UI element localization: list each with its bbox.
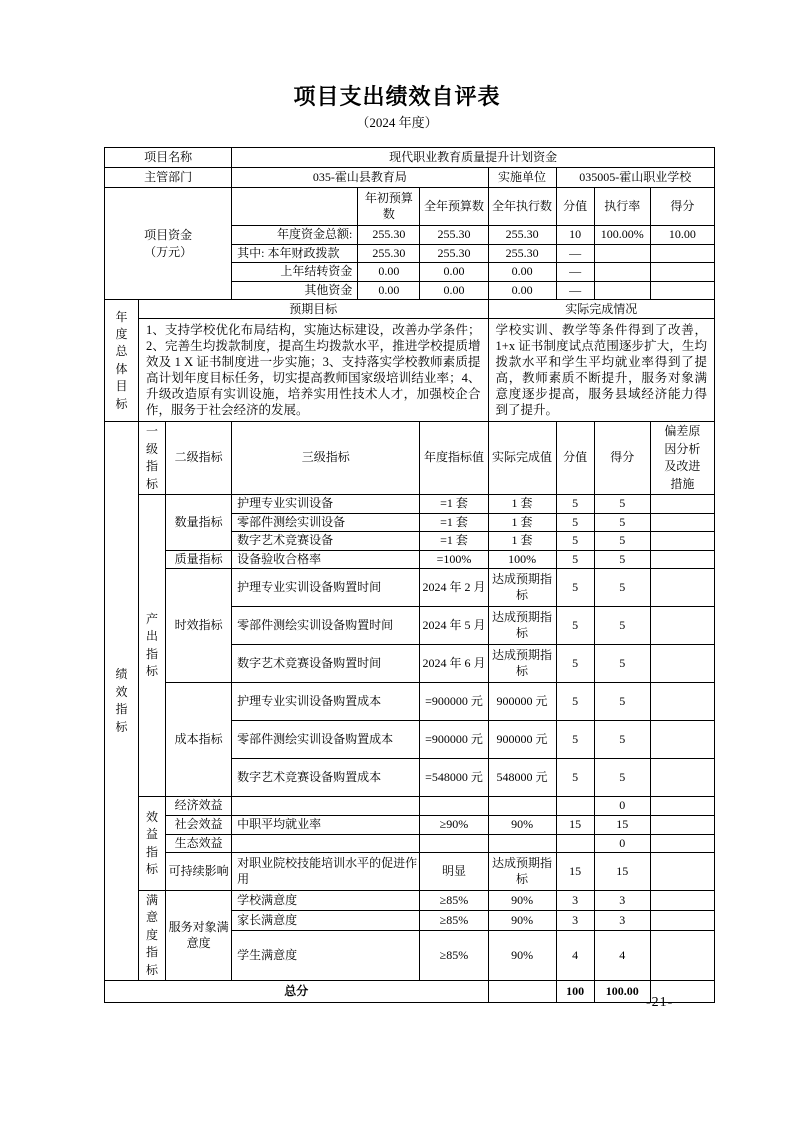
ind-row9-l3: 数字艺术竞赛设备购置成本 xyxy=(232,759,420,797)
ind-row3-actual: 100% xyxy=(488,550,556,569)
header-deviation-text: 偏差原因分析及改进措施 xyxy=(664,424,701,491)
ind-row15-target: ≥85% xyxy=(420,911,488,931)
ind-row13-points: 15 xyxy=(594,853,650,891)
ind-row10-score xyxy=(556,797,594,816)
ind-row14-score: 3 xyxy=(556,891,594,911)
ind-row15-deviation xyxy=(650,911,714,931)
l1-satisfaction xyxy=(139,891,166,981)
l2-quality: 质量指标 xyxy=(166,550,232,569)
ind-row4-points: 5 xyxy=(594,569,650,607)
ind-row11-deviation xyxy=(650,815,714,834)
performance-section-label xyxy=(105,422,139,981)
funding-section-label xyxy=(105,188,232,300)
funding-row1-executed: 255.30 xyxy=(488,244,556,263)
ind-row5-target: 2024 年 5 月 xyxy=(420,607,488,645)
ind-row6-l3: 数字艺术竞赛设备购置时间 xyxy=(232,645,420,683)
ind-row13-l3: 对职业院校技能培训水平的促进作用 xyxy=(232,853,420,891)
ind-row13-target: 明显 xyxy=(420,853,488,891)
funding-row1-rate xyxy=(594,244,650,263)
l2-service-satisfaction: 服务对象满意度 xyxy=(166,891,232,981)
ind-row1-deviation xyxy=(650,513,714,532)
l2-economic: 经济效益 xyxy=(166,797,232,816)
ind-row3-points: 5 xyxy=(594,550,650,569)
funding-label-line2: （万元） xyxy=(144,244,193,259)
funding-row2-initial: 0.00 xyxy=(358,263,420,282)
ind-row14-points: 3 xyxy=(594,891,650,911)
ind-row9-deviation xyxy=(650,759,714,797)
ind-row16-deviation xyxy=(650,931,714,981)
ind-row6-deviation xyxy=(650,645,714,683)
ind-row14-actual: 90% xyxy=(488,891,556,911)
ind-row9-actual: 548000 元 xyxy=(488,759,556,797)
ind-row12-score xyxy=(556,834,594,853)
ind-row10-actual xyxy=(488,797,556,816)
total-points: 100.00 xyxy=(594,981,650,1003)
ind-row0-target: =1 套 xyxy=(420,494,488,513)
funding-row3-score: — xyxy=(556,281,594,300)
ind-row2-score: 5 xyxy=(556,532,594,551)
header-score: 分值 xyxy=(556,422,594,495)
ind-row0-l3: 护理专业实训设备 xyxy=(232,494,420,513)
ind-row5-score: 5 xyxy=(556,607,594,645)
ind-row13-score: 15 xyxy=(556,853,594,891)
ind-row3-target: =100% xyxy=(420,550,488,569)
header-annual-value: 年度指标值 xyxy=(420,422,488,495)
l1-output xyxy=(139,494,166,796)
ind-row6-score: 5 xyxy=(556,645,594,683)
ind-row15-l3: 家长满意度 xyxy=(232,911,420,931)
ind-row3-score: 5 xyxy=(556,550,594,569)
actual-completion-text: 学校实训、教学等条件得到了改善，1+x 证书制度试点范围逐步扩大，生均拨款水平和学生平均就业率得到了提高，教师素质不断提升，服务对象满意度逐步提高，服务县域经济能力得到了提升。 xyxy=(488,319,714,422)
l2-social: 社会效益 xyxy=(166,815,232,834)
funding-row2-annual: 0.00 xyxy=(420,263,488,282)
header-l3: 三级指标 xyxy=(232,422,420,495)
funding-row3-initial: 0.00 xyxy=(358,281,420,300)
funding-header-annual: 全年预算数 xyxy=(420,188,488,226)
funding-row1-label: 其中: 本年财政拨款 xyxy=(232,244,358,263)
header-l1 xyxy=(139,422,166,495)
funding-row3-rate xyxy=(594,281,650,300)
ind-row2-target: =1 套 xyxy=(420,532,488,551)
l2-sustainable: 可持续影响 xyxy=(166,853,232,891)
ind-row2-actual: 1 套 xyxy=(488,532,556,551)
header-actual-value: 实际完成值 xyxy=(488,422,556,495)
ind-row16-score: 4 xyxy=(556,931,594,981)
ind-row1-score: 5 xyxy=(556,513,594,532)
funding-row2-label: 上年结转资金 xyxy=(232,263,358,282)
header-l1-text: 一级指标 xyxy=(146,424,159,491)
page-title: 项目支出绩效自评表 xyxy=(293,84,501,109)
ind-row14-deviation xyxy=(650,891,714,911)
ind-row4-deviation xyxy=(650,569,714,607)
l2-cost: 成本指标 xyxy=(166,683,232,797)
annual-goal-vertical-text: 年度总体目标 xyxy=(115,309,128,411)
ind-row0-score: 5 xyxy=(556,494,594,513)
funding-row2-score: — xyxy=(556,263,594,282)
funding-row3-annual: 0.00 xyxy=(420,281,488,300)
header-l2: 二级指标 xyxy=(166,422,232,495)
evaluation-table xyxy=(104,147,715,1003)
funding-row1-score: — xyxy=(556,244,594,263)
l1-output-text: 产出指标 xyxy=(146,611,159,679)
ind-row6-target: 2024 年 6 月 xyxy=(420,645,488,683)
unit-value: 035005-霍山职业学校 xyxy=(556,168,714,188)
ind-row8-deviation xyxy=(650,721,714,759)
page-number: -21- xyxy=(646,995,674,1010)
ind-row1-target: =1 套 xyxy=(420,513,488,532)
ind-row0-deviation xyxy=(650,494,714,513)
funding-header-rate: 执行率 xyxy=(594,188,650,226)
l2-quantity: 数量指标 xyxy=(166,494,232,550)
funding-row0-score: 10 xyxy=(556,226,594,245)
ind-row7-target: =900000 元 xyxy=(420,683,488,721)
ind-row4-score: 5 xyxy=(556,569,594,607)
l1-benefit-text: 效益指标 xyxy=(146,809,159,877)
ind-row14-target: ≥85% xyxy=(420,891,488,911)
ind-row13-actual: 达成预期指标 xyxy=(488,853,556,891)
ind-row0-actual: 1 套 xyxy=(488,494,556,513)
funding-header-score: 分值 xyxy=(556,188,594,226)
header-points: 得分 xyxy=(594,422,650,495)
header-deviation xyxy=(650,422,714,495)
ind-row7-score: 5 xyxy=(556,683,594,721)
ind-row15-points: 3 xyxy=(594,911,650,931)
ind-row8-score: 5 xyxy=(556,721,594,759)
ind-row4-l3: 护理专业实训设备购置时间 xyxy=(232,569,420,607)
funding-row3-executed: 0.00 xyxy=(488,281,556,300)
funding-row0-label: 年度资金总额: xyxy=(232,226,358,245)
ind-row9-target: =548000 元 xyxy=(420,759,488,797)
ind-row2-points: 5 xyxy=(594,532,650,551)
ind-row3-l3: 设备验收合格率 xyxy=(232,550,420,569)
ind-row2-deviation xyxy=(650,532,714,551)
funding-row2-executed: 0.00 xyxy=(488,263,556,282)
ind-row9-points: 5 xyxy=(594,759,650,797)
ind-row15-actual: 90% xyxy=(488,911,556,931)
ind-row8-actual: 900000 元 xyxy=(488,721,556,759)
funding-row3-points xyxy=(650,281,714,300)
performance-vertical-text: 绩效指标 xyxy=(115,667,128,734)
funding-row2-rate xyxy=(594,263,650,282)
l1-benefit xyxy=(139,797,166,891)
ind-row3-deviation xyxy=(650,550,714,569)
annual-goal-section-label xyxy=(105,300,139,422)
ind-row8-target: =900000 元 xyxy=(420,721,488,759)
funding-row2-points xyxy=(650,263,714,282)
ind-row5-deviation xyxy=(650,607,714,645)
ind-row16-actual: 90% xyxy=(488,931,556,981)
total-score: 100 xyxy=(556,981,594,1003)
ind-row7-actual: 900000 元 xyxy=(488,683,556,721)
ind-row11-score: 15 xyxy=(556,815,594,834)
ind-row11-points: 15 xyxy=(594,815,650,834)
ind-row10-points: 0 xyxy=(594,797,650,816)
ind-row11-l3: 中职平均就业率 xyxy=(232,815,420,834)
ind-row1-points: 5 xyxy=(594,513,650,532)
ind-row12-deviation xyxy=(650,834,714,853)
ind-row14-l3: 学校满意度 xyxy=(232,891,420,911)
l2-timeliness: 时效指标 xyxy=(166,569,232,683)
unit-label: 实施单位 xyxy=(488,168,556,188)
funding-row3-label: 其他资金 xyxy=(232,281,358,300)
funding-row1-points xyxy=(650,244,714,263)
funding-label-line1: 项目资金 xyxy=(144,227,193,242)
total-label: 总分 xyxy=(105,981,489,1003)
funding-header-executed: 全年执行数 xyxy=(488,188,556,226)
ind-row8-points: 5 xyxy=(594,721,650,759)
l2-ecological: 生态效益 xyxy=(166,834,232,853)
ind-row12-actual xyxy=(488,834,556,853)
ind-row5-points: 5 xyxy=(594,607,650,645)
ind-row7-points: 5 xyxy=(594,683,650,721)
funding-row0-rate: 100.00% xyxy=(594,226,650,245)
ind-row5-l3: 零部件测绘实训设备购置时间 xyxy=(232,607,420,645)
funding-header-initial: 年初预算数 xyxy=(358,188,420,226)
funding-row1-initial: 255.30 xyxy=(358,244,420,263)
ind-row0-points: 5 xyxy=(594,494,650,513)
funding-row0-points: 10.00 xyxy=(650,226,714,245)
ind-row12-points: 0 xyxy=(594,834,650,853)
ind-row10-deviation xyxy=(650,797,714,816)
ind-row15-score: 3 xyxy=(556,911,594,931)
ind-row1-actual: 1 套 xyxy=(488,513,556,532)
page-subtitle: （2024 年度） xyxy=(356,115,438,130)
expected-goal-header: 预期目标 xyxy=(139,300,488,319)
ind-row10-target xyxy=(420,797,488,816)
dept-value: 035-霍山县教育局 xyxy=(232,168,488,188)
funding-row1-annual: 255.30 xyxy=(420,244,488,263)
ind-row6-actual: 达成预期指标 xyxy=(488,645,556,683)
ind-row7-deviation xyxy=(650,683,714,721)
ind-row4-target: 2024 年 2 月 xyxy=(420,569,488,607)
funding-row0-executed: 255.30 xyxy=(488,226,556,245)
ind-row2-l3: 数字艺术竞赛设备 xyxy=(232,532,420,551)
funding-row0-initial: 255.30 xyxy=(358,226,420,245)
funding-header-points: 得分 xyxy=(650,188,714,226)
ind-row1-l3: 零部件测绘实训设备 xyxy=(232,513,420,532)
project-name-label: 项目名称 xyxy=(105,148,232,168)
dept-label: 主管部门 xyxy=(105,168,232,188)
l1-satisfaction-text: 满意度指标 xyxy=(146,893,159,977)
expected-goal-text: 1、支持学校优化布局结构，实施达标建设，改善办学条件；2、完善生均拨款制度，提高生均拨款水平，推进学校提质增效及 1 X 证书制度进一步实施；3、支持落实学校教师素质提高计划年度目标任务，切实提高教师国家级培训结业率；4、升级改造原有实训设施，培养实用性技术人才，加强校企合作，服务于社会经济的发展。 xyxy=(139,319,488,422)
total-actual xyxy=(488,981,556,1003)
ind-row11-actual: 90% xyxy=(488,815,556,834)
ind-row7-l3: 护理专业实训设备购置成本 xyxy=(232,683,420,721)
ind-row16-points: 4 xyxy=(594,931,650,981)
ind-row16-target: ≥85% xyxy=(420,931,488,981)
actual-completion-header: 实际完成情况 xyxy=(488,300,714,319)
ind-row13-deviation xyxy=(650,853,714,891)
ind-row12-target xyxy=(420,834,488,853)
ind-row4-actual: 达成预期指标 xyxy=(488,569,556,607)
ind-row8-l3: 零部件测绘实训设备购置成本 xyxy=(232,721,420,759)
project-name-value: 现代职业教育质量提升计划资金 xyxy=(232,148,715,168)
ind-row16-l3: 学生满意度 xyxy=(232,931,420,981)
funding-row0-annual: 255.30 xyxy=(420,226,488,245)
ind-row12-l3 xyxy=(232,834,420,853)
ind-row6-points: 5 xyxy=(594,645,650,683)
ind-row11-target: ≥90% xyxy=(420,815,488,834)
ind-row10-l3 xyxy=(232,797,420,816)
ind-row5-actual: 达成预期指标 xyxy=(488,607,556,645)
ind-row9-score: 5 xyxy=(556,759,594,797)
funding-header-blank xyxy=(232,188,358,226)
